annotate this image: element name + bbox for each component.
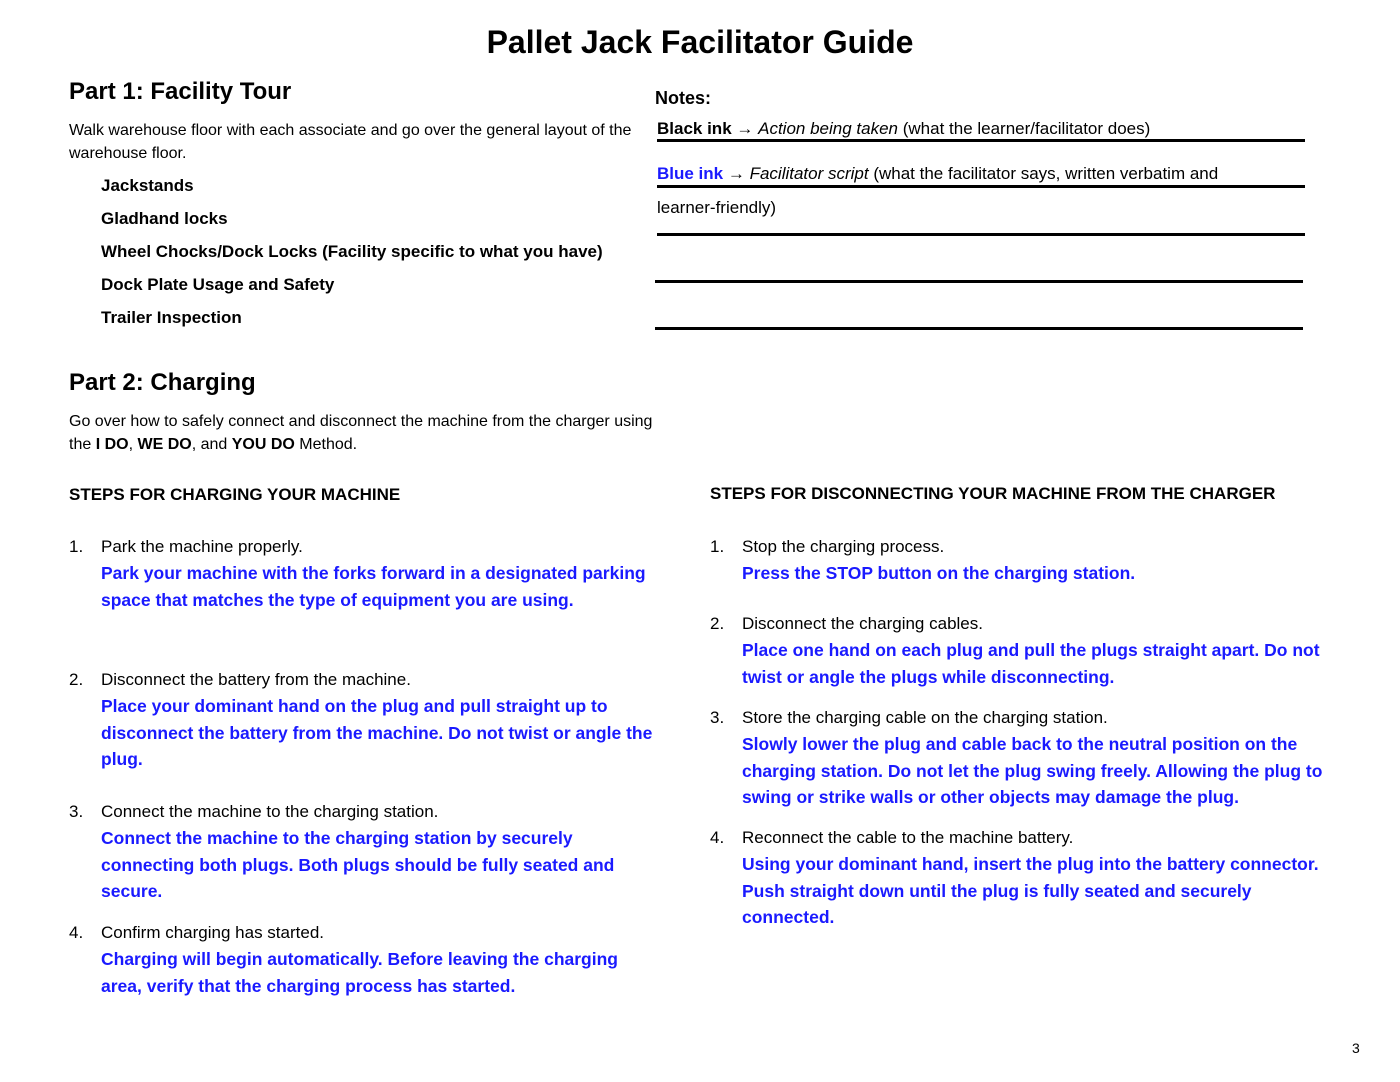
step-script: Using your dominant hand, insert the plug into the battery connector. Push straight down until the plug is fully seated and securely connected. [742, 854, 1319, 927]
part2-intro-text: Go over how to safely connect and disconnect the machine from the charger using the [69, 413, 653, 453]
step-script: Place your dominant hand on the plug and pull straight up to disconnect the battery from the machine. Do not twist or angle the plug. [101, 696, 653, 769]
charging-step-1 [69, 533, 659, 613]
step-action: Reconnect the cable to the machine battery. [742, 828, 1074, 847]
notes-line [657, 185, 1305, 188]
charging-step-4 [69, 919, 659, 999]
step-action: Store the charging cable on the charging station. [742, 708, 1108, 727]
step-script: Press the STOP button on the charging station. [742, 563, 1136, 583]
step-number: 4. [710, 828, 725, 847]
step-action: Stop the charging process. [742, 537, 945, 556]
notes-line [657, 233, 1305, 236]
step-script: Park your machine with the forks forward in a designated parking space that matches the type of equipment you are using. [101, 563, 646, 610]
separator: , and [191, 436, 232, 453]
tour-item-dock-plate: Dock Plate Usage and Safety [101, 275, 335, 294]
part1-heading: Part 1: Facility Tour [69, 78, 292, 105]
step-action: Confirm charging has started. [101, 923, 324, 942]
part2-intro [69, 410, 674, 456]
disconnecting-step-4 [710, 824, 1340, 931]
disconnecting-steps-heading: STEPS FOR DISCONNECTING YOUR MACHINE FROM THE CHARGER [710, 484, 1276, 503]
blue-ink-label: Blue ink [657, 164, 724, 183]
page-number: 3 [1352, 1040, 1360, 1056]
notes-line [655, 280, 1303, 283]
separator: , [128, 436, 138, 453]
step-script: Slowly lower the plug and cable back to the neutral position on the charging station. Do not let the plug swing freely. Allowing the plug to swing or strike walls or other objects may damage the plug. [742, 734, 1323, 807]
step-number: 3. [69, 802, 84, 821]
step-number: 4. [69, 923, 84, 942]
part2-heading: Part 2: Charging [69, 369, 256, 396]
tour-item-wheel-chocks: Wheel Chocks/Dock Locks (Facility specific to what you have) [101, 242, 603, 261]
blue-ink-description: (what the facilitator says, written verbatim and [868, 164, 1219, 183]
step-action: Connect the machine to the charging station. [101, 802, 439, 821]
step-action: Park the machine properly. [101, 537, 303, 556]
notes-heading: Notes: [655, 88, 712, 108]
black-ink-label: Black ink [657, 119, 732, 138]
step-script: Charging will begin automatically. Before leaving the charging area, verify that the charging process has started. [101, 949, 618, 996]
disconnecting-step-1 [710, 533, 1340, 587]
tour-item-trailer-inspection: Trailer Inspection [101, 308, 242, 327]
step-action: Disconnect the charging cables. [742, 614, 983, 633]
step-number: 1. [710, 537, 725, 556]
step-number: 2. [69, 670, 84, 689]
step-number: 1. [69, 537, 84, 556]
charging-steps-heading: STEPS FOR CHARGING YOUR MACHINE [69, 485, 401, 504]
blue-ink-legend [657, 164, 1218, 184]
legend-arrow: → [723, 164, 750, 183]
you-do-label: YOU DO [231, 436, 295, 453]
blue-ink-meaning: Facilitator script [749, 164, 869, 183]
disconnecting-step-3 [710, 704, 1340, 811]
blue-ink-description-continued: learner-friendly) [657, 198, 777, 217]
document-title: Pallet Jack Facilitator Guide [486, 24, 914, 60]
tour-item-jackstands: Jackstands [101, 176, 194, 195]
notes-line [655, 327, 1303, 330]
black-ink-description: (what the learner/facilitator does) [898, 119, 1151, 138]
tour-item-gladhand-locks: Gladhand locks [101, 209, 228, 228]
step-script: Place one hand on each plug and pull the plugs straight apart. Do not twist or angle the plugs while disconnecting. [742, 640, 1320, 687]
part2-intro-end: Method. [294, 436, 358, 453]
we-do-label: WE DO [137, 436, 192, 453]
step-script: Connect the machine to the charging station by securely connecting both plugs. Both plugs should be fully seated and secure. [101, 828, 615, 901]
part1-intro: Walk warehouse floor with each associate and go over the general layout of the warehouse floor. [69, 122, 632, 162]
notes-line [657, 139, 1305, 142]
black-ink-meaning: Action being taken [758, 119, 898, 138]
charging-step-2 [69, 666, 659, 773]
black-ink-legend [657, 119, 1150, 139]
charging-step-3 [69, 798, 659, 905]
i-do-label: I DO [95, 436, 129, 453]
disconnecting-step-2 [710, 610, 1340, 690]
legend-arrow: → [731, 119, 759, 138]
step-number: 3. [710, 708, 725, 727]
step-number: 2. [710, 614, 725, 633]
step-action: Disconnect the battery from the machine. [101, 670, 411, 689]
